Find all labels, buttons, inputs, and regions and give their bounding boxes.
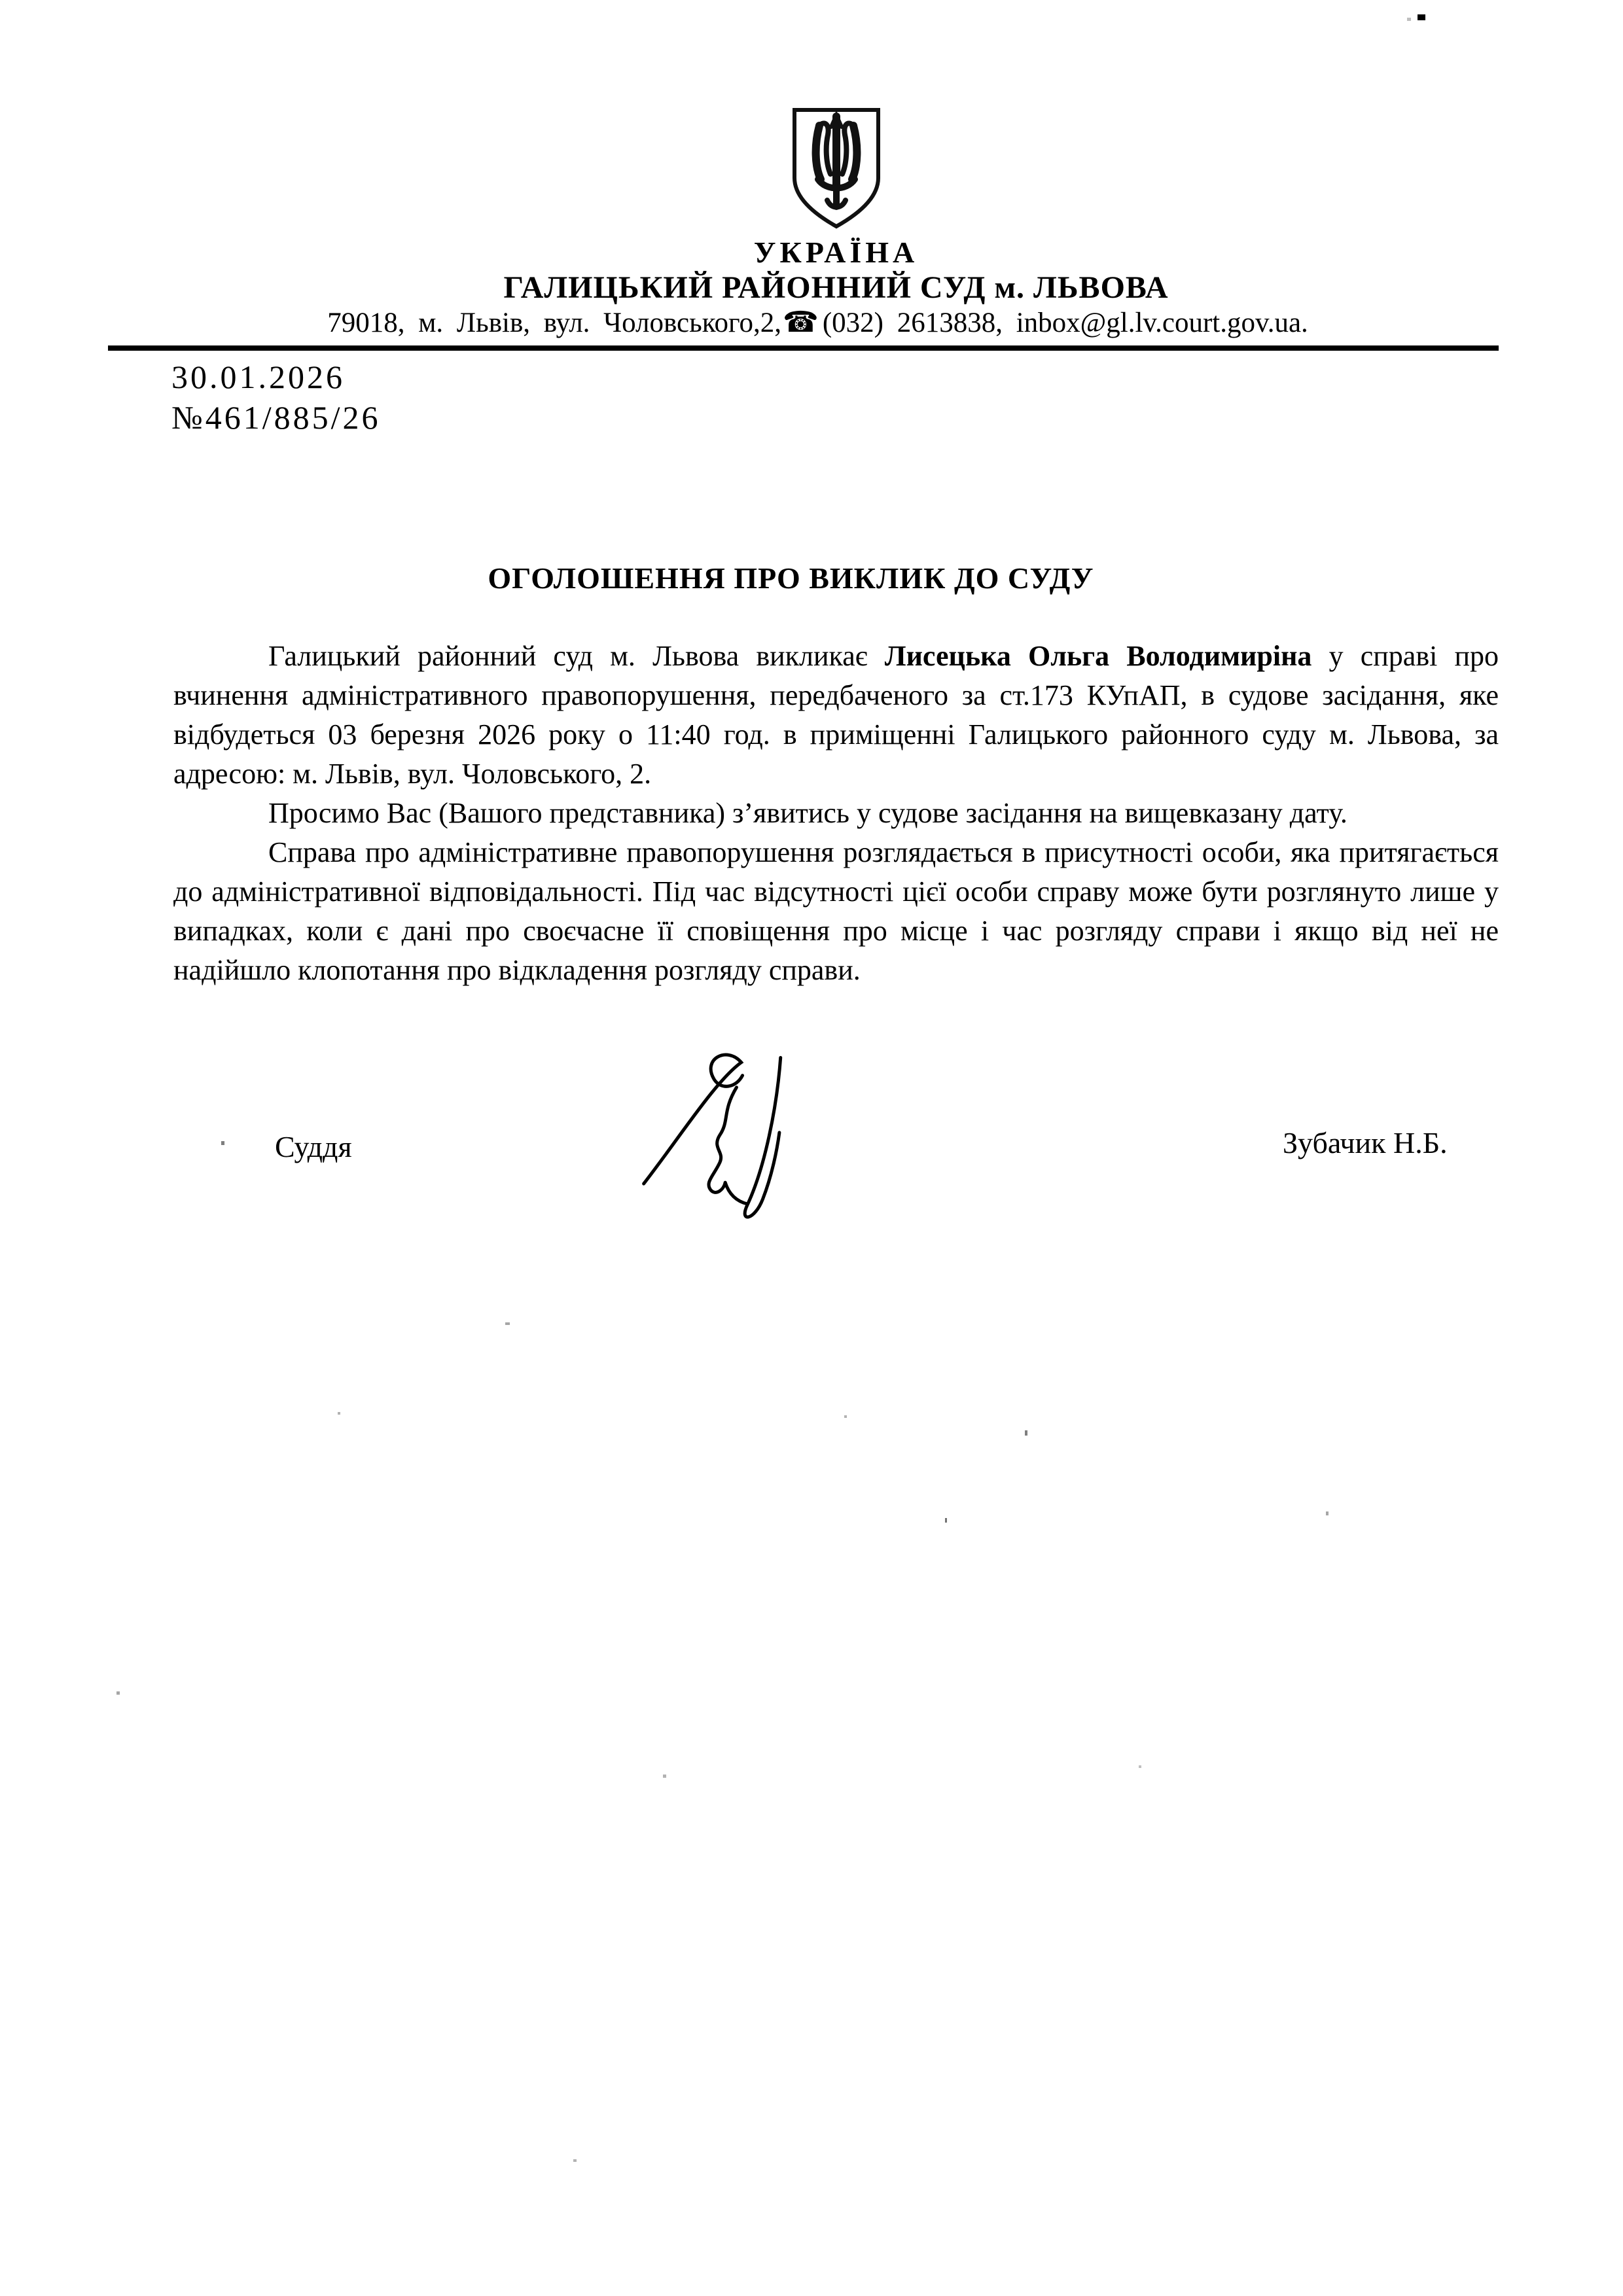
paragraph-summons <box>173 637 1499 794</box>
document-header <box>173 105 1499 340</box>
postal-address: 79018, м. Львів, вул. Чоловського,2, <box>327 308 782 338</box>
ukraine-trident-emblem <box>789 105 883 233</box>
judge-signature <box>622 1034 870 1230</box>
case-number: №461/885/26 <box>171 399 381 436</box>
document-title: ОГОЛОШЕННЯ ПРО ВИКЛИК ДО СУДУ <box>488 561 1094 595</box>
judge-name: Зубачик Н.Б. <box>1283 1126 1448 1159</box>
document-meta <box>171 357 381 438</box>
paragraph-summons-start: Галицький районний суд м. Львова викликає <box>268 640 885 672</box>
defendant-name: Лисецька Ольга Володимиріна <box>884 640 1312 672</box>
document-body <box>173 637 1499 990</box>
court-name: ГАЛИЦЬКИЙ РАЙОННИЙ СУД м. ЛЬВОВА <box>503 270 1169 305</box>
header-divider-line <box>108 345 1499 351</box>
telephone-icon: ☎ <box>783 306 819 339</box>
phone-and-email: (032) 2613838, inbox@gl.lv.court.gov.ua. <box>822 308 1308 338</box>
paragraph-request: Просимо Вас (Вашого представника) з’явитись у судове засідання на вищевказану дату. <box>268 797 1347 829</box>
document-date: 30.01.2026 <box>171 359 345 395</box>
judge-role-label: Суддя <box>275 1130 352 1163</box>
paragraph-legal-note: Справа про адміністративне правопорушення розглядається в присутності особи, яка притягається до адміністративної відповідальності. Під час відсутності цієї особи справу може бути розглянуто лише у випадках, коли є дані про своєчасне її сповіщення про місце і час розгляду справи і якщо від неї не надійшло клопотання про відкладення розгляду справи. <box>173 836 1499 986</box>
country-name: УКРАЇНА <box>753 236 919 269</box>
paragraph-summons-rest: у справі про вчинення адміністративного правопорушення, передбаченого за ст.173 КУпАП, в судове засідання, яке відбудеться 03 березня 2026 року о 11:40 год. в приміщенні Галицького районного суду м. Львова, за адресою: м. Львів, вул. Чоловського, 2. <box>173 640 1499 790</box>
court-address-line <box>155 306 1480 340</box>
